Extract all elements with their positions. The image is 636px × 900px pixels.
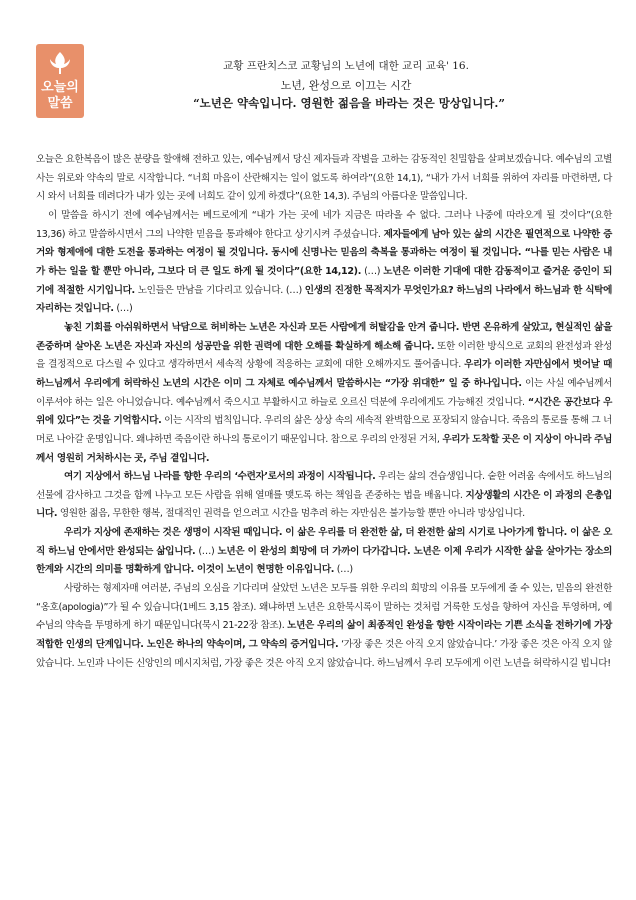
bold-span: 노년은 이 완성의 희망에 더 가까이 다가갑니다. 노년은 이제 우리가 시작한 삶을 살아가는 장소의 한계와 시간의 의미를 명확하게 압니다. 이것이 노년이 현명한 이유입니다. [36, 545, 612, 576]
text-span: 이는 사실 예수님께서 이루셔야 하는 일은 아니었습니다. 예수님께서 죽으시고 부활하시고 하늘로 오르신 덕분에 우리에게도 가능해진 것입니다. [36, 377, 612, 408]
bold-span: 우리가 지상에 존재하는 것은 생명이 시작된 때입니다. 이 삶은 우리를 더 완전한 삶, 더 완전한 삶의 시기로 나아가게 합니다. 이 삶은 오직 하느님 안에서만 완성되는 삶입니다. [36, 527, 612, 557]
paragraph-2 [36, 207, 612, 319]
bold-span: 여기 지상에서 하느님 나라를 향한 우리의 ‘수련자’로서의 과정이 시작됩니다. [64, 471, 376, 483]
paragraph-1: 오늘은 요한복음이 많은 분량을 할애해 전하고 있는, 예수님께서 당신 제자들과 작별을 고하는 감동적인 친밀함을 살펴보겠습니다. 예수님의 고별사는 위로와 약속의 말로 시작합니다. “너희 마음이 산란해지는 일이 없도록 하여라”(요한 14,1), “내가 가서 너희를 위하여 자리를 마련하면, 다시 와서 너희를 데려다가 내가 있는 곳에 너희도 같이 있게 하겠다”(요한 14,3). 주님의 아름다운 말씀입니다. [36, 154, 612, 203]
text-span: 이는 시작의 법칙입니다. 우리의 삶은 상상 속의 세속적 완벽함으로 포장되지 않습니다. 죽음의 통로를 통해 그 너머로 나아갈 운명입니다. 왜냐하면 죽음이란 하나의 통로이기 때문입니다. 참으로 우리의 안정된 거처, [36, 415, 612, 445]
bold-span: 인생의 진정한 목적지가 무엇인가요? 하느님의 나라에서 하느님과 한 식탁에 자리하는 것입니다. [36, 284, 612, 315]
bold-span: “시간은 공간보다 우위에 있다”는 것을 기억합시다. [36, 396, 612, 427]
text-span: (…) [361, 265, 384, 277]
text-span: (…) [195, 545, 218, 557]
paragraph-5 [36, 524, 612, 580]
bold-span: 제자들에게 남아 있는 삶의 시간은 필연적으로 나약한 증거와 형제애에 대한 도전을 통과하는 여정이 될 것입니다. 동시에 신명나는 믿음의 축복을 통과하는 여정이 될 것입니다. “나를 믿는 사람은 내가 하는 일을 할 뿐만 아니라, 그보다 더 큰 일도 하게 될 것이다”(요한 14,12). [36, 228, 612, 277]
logo-text-line1: 오늘의 [41, 80, 79, 95]
article-body [36, 151, 612, 673]
bold-span: 우리가 도착할 곳은 이 지상이 아니라 주님께서 영원히 거처하시는 곳, 주님 곁입니다. [36, 433, 612, 464]
text-span: 영원한 젊음, 무한한 행복, 절대적인 권력을 얻으려고 시간을 멈추려 하는 자만심은 불가능할 뿐만 아니라 망상입니다. [57, 508, 525, 520]
paragraph-4 [36, 468, 612, 524]
bold-span: 지상생활의 시간은 이 과정의 은총입니다. [36, 489, 612, 520]
bold-span: 노년은 우리의 삶이 최종적인 완성을 향한 시작이라는 기쁜 소식을 전하기에 가장 적합한 인생의 단계입니다. 노인은 하나의 약속이며, 그 약속의 증거입니다. [36, 620, 612, 651]
text-span: ‘가장 좋은 것은 아직 오지 않았습니다.’ 가장 좋은 것은 아직 오지 않았습니다. 노인과 나이든 신앙인의 메시지처럼, 가장 좋은 것은 아직 오지 않았습니다. 하느님께서 우리 모두에게 이런 노년을 허락하시길 빕니다! [36, 639, 612, 669]
bold-span: 우리가 이러한 자만심에서 벗어날 때 하느님께서 우리에게 허락하신 노년의 시간은 이미 그 자체로 예수님께서 말씀하시는 “가장 위대한” 일 중 하나입니다. [36, 359, 613, 389]
page-title: 노년, 완성으로 이끄는 시간 [280, 79, 412, 92]
text-span: 또한 이러한 방식으로 교회의 완전성과 완성을 결정적으로 다스릴 수 있다고 생각하면서 세속적 상황에 적응하는 교회에 대한 오해까지도 풀어줍니다. [36, 340, 612, 371]
text-span: (…) [113, 303, 133, 315]
text-span: 이 말씀을 하시기 전에 예수님께서는 베드로에게 “내가 가는 곳에 네가 지금은 따라올 수 없다. 그러나 나중에 따라오게 될 것이다”(요한 13,36) 하고 말씀하시면서 그의 나약한 믿음을 통과해야 한다고 상기시켜 주셨습니다. [36, 209, 612, 240]
page-subtitle: “노년은 약속입니다. 영원한 젊음을 바라는 것은 망상입니다.” [193, 96, 505, 110]
text-span: 우리는 삶의 견습생입니다. 숱한 어려움 속에서도 하느님의 선물에 감사하고 그것을 함께 나누고 모든 사람을 위해 열매를 맺도록 하는 책임을 존중하는 법을 배웁니다. [36, 471, 612, 501]
bold-span: 놓친 기회를 아쉬워하면서 낙담으로 허비하는 노년은 자신과 모든 사람에게 허탈감을 안겨 줍니다. 반면 온유하게 살았고, 현실적인 삶을 존중하며 살아온 노년은 자신과 자신의 성공만을 위한 권력에 대한 오해를 확실하게 해소해 줍니다. [36, 321, 612, 352]
paragraph-3 [36, 319, 612, 468]
logo-text-line2: 말씀 [47, 96, 73, 111]
series-title: 교황 프란치스코 교황님의 노년에 대한 교리 교육' 16. [223, 60, 469, 72]
text-span: 노인들은 만남을 기다리고 있습니다. (…) [134, 284, 305, 296]
text-span: (…) [334, 564, 353, 576]
bold-span: 노년은 이러한 기대에 대한 감동적이고 즐거운 증인이 되기에 적절한 시기입니다. [36, 265, 612, 296]
paragraph-6 [36, 580, 612, 673]
text-span: 사랑하는 형제자매 여러분, 주님의 오심을 기다리며 살았던 노년은 모두를 위한 우리의 희망의 이유를 모두에게 줄 수 있는, 믿음의 완전한 “옹호(apologia)”가 될 수 있습니다(1베드 3,15 참조). 왜냐하면 노년은 요한묵시록이 말하는 것처럼 거룩한 도성을 향하여 자신을 투영하며, 예수님의 약속을 투명하게 하기 때문입니다(묵시 21-22장 참조). [36, 583, 612, 632]
